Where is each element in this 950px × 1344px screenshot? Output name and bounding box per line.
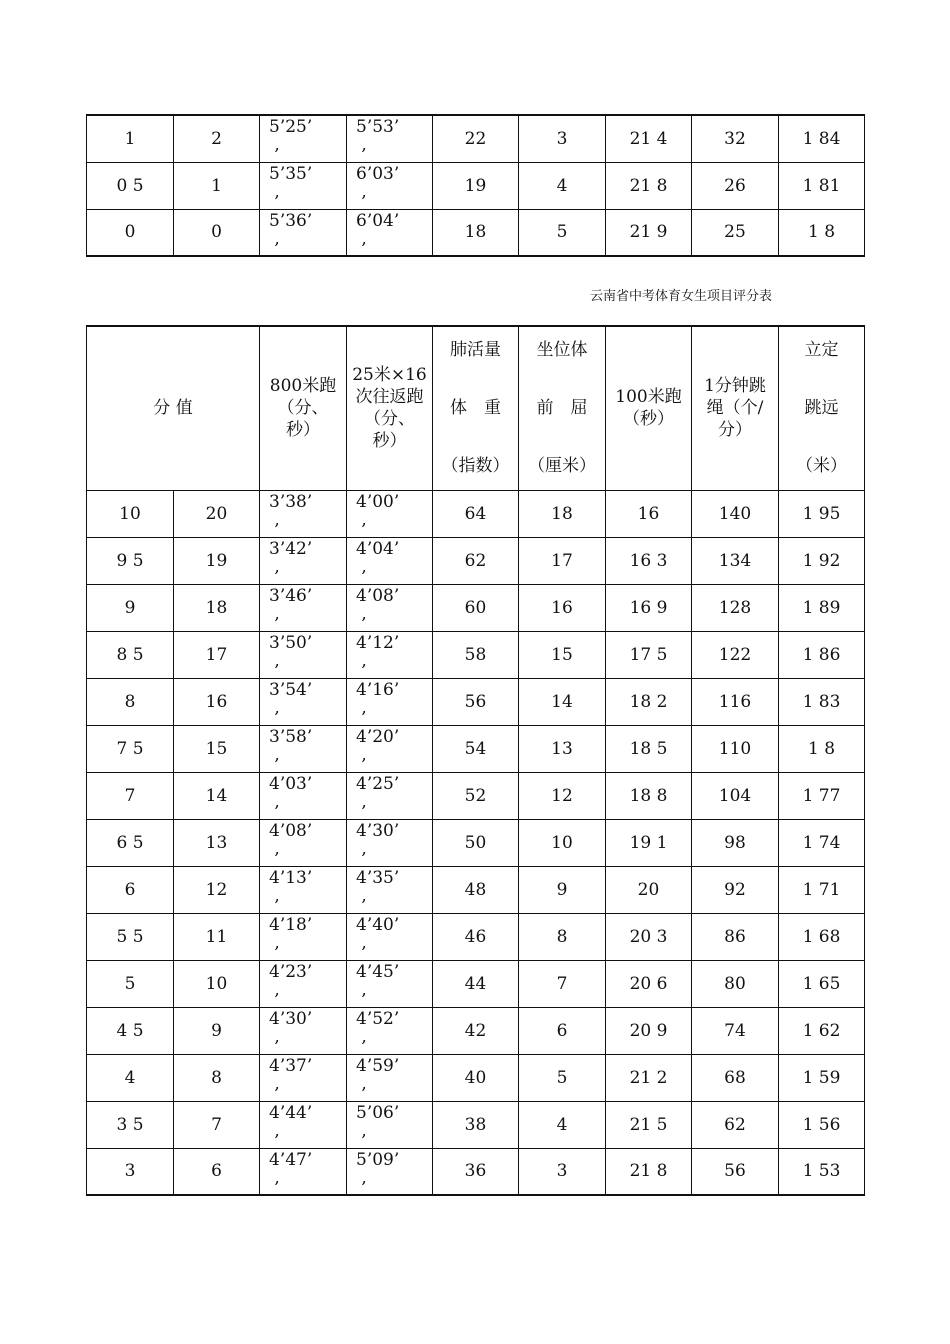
table-cell: 86 (692, 913, 779, 960)
table-cell: 20 (174, 490, 260, 537)
time-value: 4’13’ , (269, 867, 313, 906)
time-value: 3’54’ , (269, 679, 313, 718)
time-value: 3’58’ , (269, 726, 313, 765)
table-cell: 14 (174, 772, 260, 819)
table-cell: 4 (519, 162, 606, 209)
table-cell: 15 (174, 725, 260, 772)
table-cell: 5 (519, 1054, 606, 1101)
time-value: 5’09’ , (356, 1149, 400, 1188)
table-cell: 6 (519, 1007, 606, 1054)
table-cell: 5 (87, 960, 174, 1007)
header-standing-jump: 立定 跳远 （米） (779, 326, 865, 490)
table-cell: 19 (433, 162, 519, 209)
table-cell: 15 (519, 631, 606, 678)
table-cell: 7 (519, 960, 606, 1007)
table-cell (260, 960, 347, 1007)
table-cell: 16 3 (606, 537, 692, 584)
header-rope-skipping: 1分钟跳 绳（个/ 分） (692, 326, 779, 490)
table-row (87, 1148, 865, 1195)
table-cell (347, 490, 433, 537)
table-cell: 10 (174, 960, 260, 1007)
table-cell: 42 (433, 1007, 519, 1054)
time-value: 4’20’ , (356, 726, 400, 765)
table-cell: 1 89 (779, 584, 865, 631)
table-cell (347, 115, 433, 162)
table-row (87, 631, 865, 678)
table-cell (260, 866, 347, 913)
table-cell: 14 (519, 678, 606, 725)
table-cell: 16 9 (606, 584, 692, 631)
table-cell: 6 (87, 866, 174, 913)
table-cell: 12 (519, 772, 606, 819)
time-value: 4’30’ , (269, 1008, 313, 1047)
table-cell: 21 5 (606, 1101, 692, 1148)
table-cell: 20 6 (606, 960, 692, 1007)
table-cell: 8 (87, 678, 174, 725)
table-cell: 46 (433, 913, 519, 960)
table-cell: 44 (433, 960, 519, 1007)
table-cell: 18 (433, 209, 519, 256)
table-cell: 9 (174, 1007, 260, 1054)
table-cell: 10 (519, 819, 606, 866)
table-cell: 1 (174, 162, 260, 209)
table-cell: 21 4 (606, 115, 692, 162)
table-cell: 16 (174, 678, 260, 725)
table-cell: 140 (692, 490, 779, 537)
time-value: 4’25’ , (356, 773, 400, 812)
table-cell: 7 (87, 772, 174, 819)
table-cell: 48 (433, 866, 519, 913)
table-cell: 20 9 (606, 1007, 692, 1054)
time-value: 4’12’ , (356, 632, 400, 671)
table-cell: 10 (87, 490, 174, 537)
table-cell: 56 (692, 1148, 779, 1195)
table-cell: 1 62 (779, 1007, 865, 1054)
table-cell: 116 (692, 678, 779, 725)
table-cell: 1 83 (779, 678, 865, 725)
header-score: 分 值 (87, 326, 260, 490)
table-cell: 64 (433, 490, 519, 537)
table-row (87, 1007, 865, 1054)
table-cell: 6 5 (87, 819, 174, 866)
table-cell: 25 (692, 209, 779, 256)
table-cell: 1 53 (779, 1148, 865, 1195)
table-cell: 21 8 (606, 1148, 692, 1195)
table-cell: 1 74 (779, 819, 865, 866)
table-cell: 128 (692, 584, 779, 631)
table-cell: 16 (519, 584, 606, 631)
table-cell: 16 (606, 490, 692, 537)
table-cell: 1 81 (779, 162, 865, 209)
table-cell (260, 162, 347, 209)
table-cell (347, 772, 433, 819)
table-cell (260, 537, 347, 584)
time-value: 4’23’ , (269, 961, 313, 1000)
header-lung-capacity: 肺活量 体 重 （指数） (433, 326, 519, 490)
table-cell: 5 5 (87, 913, 174, 960)
time-value: 4’03’ , (269, 773, 313, 812)
table-cell (260, 584, 347, 631)
table-cell: 3 (519, 1148, 606, 1195)
table-cell: 20 (606, 866, 692, 913)
table-cell: 13 (174, 819, 260, 866)
table-cell: 122 (692, 631, 779, 678)
table-cell: 22 (433, 115, 519, 162)
table-cell (260, 1054, 347, 1101)
header-row (87, 326, 865, 490)
time-value: 4’35’ , (356, 867, 400, 906)
table-cell: 98 (692, 819, 779, 866)
table-cell: 8 5 (87, 631, 174, 678)
table-cell: 110 (692, 725, 779, 772)
time-value: 4’04’ , (356, 538, 400, 577)
table-cell: 4 (87, 1054, 174, 1101)
table-cell (347, 678, 433, 725)
time-value: 3’50’ , (269, 632, 313, 671)
time-value: 3’42’ , (269, 538, 313, 577)
table-cell: 17 (519, 537, 606, 584)
table-cell: 1 95 (779, 490, 865, 537)
table-row (87, 678, 865, 725)
table-cell: 26 (692, 162, 779, 209)
table-cell (260, 631, 347, 678)
time-value: 6’03’ , (356, 163, 400, 202)
table-cell: 38 (433, 1101, 519, 1148)
table-row (87, 819, 865, 866)
table-cell: 5 (519, 209, 606, 256)
table-cell: 3 5 (87, 1101, 174, 1148)
table-row (87, 209, 865, 256)
table-cell: 9 (87, 584, 174, 631)
time-value: 4’37’ , (269, 1055, 313, 1094)
header-sit-and-reach: 坐位体 前 屈 （厘米） (519, 326, 606, 490)
table-cell: 3 (519, 115, 606, 162)
table-cell: 18 2 (606, 678, 692, 725)
table-row (87, 772, 865, 819)
time-value: 4’08’ , (269, 820, 313, 859)
table-cell: 1 8 (779, 209, 865, 256)
table-cell: 1 77 (779, 772, 865, 819)
table-cell (347, 819, 433, 866)
time-value: 6’04’ , (356, 210, 400, 249)
table-cell: 1 71 (779, 866, 865, 913)
time-value: 4’44’ , (269, 1102, 313, 1141)
time-value: 4’08’ , (356, 585, 400, 624)
table-cell (260, 678, 347, 725)
table-cell (347, 162, 433, 209)
table-cell (347, 209, 433, 256)
table-cell (260, 819, 347, 866)
table-cell: 1 68 (779, 913, 865, 960)
table-row (87, 1054, 865, 1101)
table-cell: 1 92 (779, 537, 865, 584)
table-cell: 7 (174, 1101, 260, 1148)
header-100m-run: 100米跑 （秒） (606, 326, 692, 490)
table-cell: 1 59 (779, 1054, 865, 1101)
table-cell (260, 1007, 347, 1054)
table-cell (347, 913, 433, 960)
table-cell: 21 2 (606, 1054, 692, 1101)
table-cell: 0 (87, 209, 174, 256)
table-cell: 36 (433, 1148, 519, 1195)
table-row (87, 1101, 865, 1148)
time-value: 4’30’ , (356, 820, 400, 859)
table-cell: 32 (692, 115, 779, 162)
table-cell: 9 (519, 866, 606, 913)
table-row (87, 960, 865, 1007)
table-row (87, 115, 865, 162)
table-cell: 92 (692, 866, 779, 913)
table-cell: 56 (433, 678, 519, 725)
time-value: 5’35’ , (269, 163, 313, 202)
continuation-table (86, 114, 865, 257)
table-cell: 6 (174, 1148, 260, 1195)
table-row (87, 913, 865, 960)
table-cell (347, 631, 433, 678)
table-cell: 80 (692, 960, 779, 1007)
table-cell: 54 (433, 725, 519, 772)
time-value: 4’45’ , (356, 961, 400, 1000)
time-value: 5’53’ , (356, 117, 400, 155)
table-cell: 21 8 (606, 162, 692, 209)
header-shuttle-run: 25米×16 次往返跑 （分、 秒） (347, 326, 433, 490)
table-cell: 7 5 (87, 725, 174, 772)
table-cell: 1 8 (779, 725, 865, 772)
time-value: 4’47’ , (269, 1149, 313, 1188)
table-cell: 50 (433, 819, 519, 866)
table-cell: 1 84 (779, 115, 865, 162)
table-cell: 18 8 (606, 772, 692, 819)
table-cell (260, 209, 347, 256)
table-cell: 0 5 (87, 162, 174, 209)
table-cell: 68 (692, 1054, 779, 1101)
table-cell: 40 (433, 1054, 519, 1101)
table-cell: 60 (433, 584, 519, 631)
time-value: 5’06’ , (356, 1102, 400, 1141)
table-caption: 云南省中考体育女生项目评分表 (590, 289, 773, 304)
table-cell (347, 866, 433, 913)
table-cell (260, 1101, 347, 1148)
table-cell: 1 65 (779, 960, 865, 1007)
time-value: 5’25’ , (269, 117, 313, 155)
table-cell (347, 1007, 433, 1054)
table-cell (260, 913, 347, 960)
table-cell: 3 (87, 1148, 174, 1195)
table-cell: 4 5 (87, 1007, 174, 1054)
table-cell: 21 9 (606, 209, 692, 256)
table-cell: 8 (174, 1054, 260, 1101)
table-cell: 2 (174, 115, 260, 162)
header-800m-run: 800米跑 （分、 秒） (260, 326, 347, 490)
table-cell (260, 115, 347, 162)
table-cell: 18 (519, 490, 606, 537)
table-cell: 1 56 (779, 1101, 865, 1148)
table-cell: 19 (174, 537, 260, 584)
table-cell: 20 3 (606, 913, 692, 960)
table-cell (260, 1148, 347, 1195)
table-cell: 74 (692, 1007, 779, 1054)
table-cell: 58 (433, 631, 519, 678)
table-cell: 18 5 (606, 725, 692, 772)
table-cell (347, 1101, 433, 1148)
table-cell: 134 (692, 537, 779, 584)
table-row (87, 537, 865, 584)
time-value: 3’46’ , (269, 585, 313, 624)
table-cell: 13 (519, 725, 606, 772)
table-row (87, 725, 865, 772)
time-value: 4’40’ , (356, 914, 400, 953)
table-cell: 0 (174, 209, 260, 256)
scoring-table (86, 325, 865, 1196)
table-cell (347, 725, 433, 772)
table-cell (347, 584, 433, 631)
table-row (87, 584, 865, 631)
time-value: 4’00’ , (356, 491, 400, 530)
table-cell: 12 (174, 866, 260, 913)
table-cell: 19 1 (606, 819, 692, 866)
table-cell: 1 (87, 115, 174, 162)
time-value: 3’38’ , (269, 491, 313, 530)
table-cell: 17 5 (606, 631, 692, 678)
table-cell: 1 86 (779, 631, 865, 678)
table-row (87, 162, 865, 209)
table-cell (347, 1054, 433, 1101)
table-cell (347, 1148, 433, 1195)
table-row (87, 866, 865, 913)
table-cell: 11 (174, 913, 260, 960)
table-cell (260, 725, 347, 772)
table-cell (347, 537, 433, 584)
table-cell: 4 (519, 1101, 606, 1148)
table-cell: 9 5 (87, 537, 174, 584)
time-value: 5’36’ , (269, 210, 313, 249)
table-cell (347, 960, 433, 1007)
table-cell: 62 (433, 537, 519, 584)
table-row (87, 490, 865, 537)
table-cell: 52 (433, 772, 519, 819)
table-cell: 62 (692, 1101, 779, 1148)
table-cell: 104 (692, 772, 779, 819)
time-value: 4’59’ , (356, 1055, 400, 1094)
table-cell: 17 (174, 631, 260, 678)
table-cell: 18 (174, 584, 260, 631)
time-value: 4’18’ , (269, 914, 313, 953)
table-cell: 8 (519, 913, 606, 960)
table-cell (260, 772, 347, 819)
time-value: 4’16’ , (356, 679, 400, 718)
table-cell (260, 490, 347, 537)
time-value: 4’52’ , (356, 1008, 400, 1047)
